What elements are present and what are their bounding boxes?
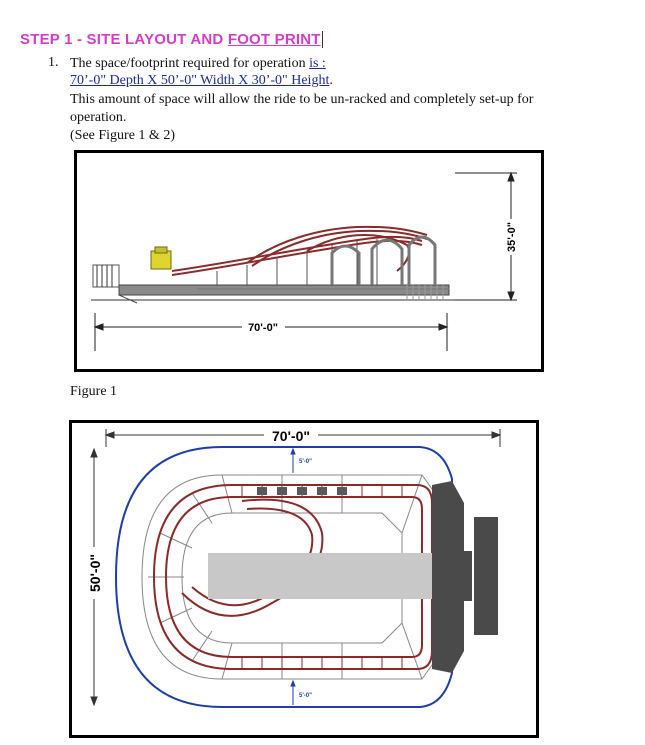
figure-1-side-elevation bbox=[77, 153, 541, 369]
figure-1-frame bbox=[74, 150, 544, 372]
dimensions-link[interactable]: 70’-0" Depth X 50’-0" Width X 30’-0" Height bbox=[70, 73, 330, 88]
requirement-line bbox=[70, 55, 326, 72]
requirement-text: The space/footprint required for operation bbox=[70, 56, 310, 71]
description-line-2: operation. bbox=[70, 110, 127, 125]
heading-prefix: STEP 1 - SITE LAYOUT AND bbox=[20, 31, 228, 48]
step-heading bbox=[20, 31, 323, 48]
figure-2-plan-view bbox=[72, 423, 536, 735]
description-line: This amount of space will allow the ride to be un-racked and completely set-up for bbox=[70, 92, 534, 107]
dimensions-line bbox=[70, 72, 333, 89]
see-figures-line: (See Figure 1 & 2) bbox=[70, 128, 175, 143]
dimensions-end: . bbox=[329, 73, 333, 88]
figure-1-caption: Figure 1 bbox=[70, 384, 118, 399]
heading-footprint: FOOT PRINT bbox=[227, 31, 321, 48]
figure-1-length-label: 70'-0" bbox=[248, 322, 278, 334]
entry-stairs bbox=[474, 517, 498, 635]
ride-car-icon bbox=[151, 251, 171, 269]
figure-2-frame bbox=[69, 420, 539, 738]
list-number: 1. bbox=[48, 55, 59, 70]
figure-2-clearance-top: 5'-0" bbox=[299, 459, 312, 465]
center-platform bbox=[208, 553, 444, 599]
figure-2-width-label: 50'-0" bbox=[87, 554, 103, 592]
requirement-link[interactable]: is : bbox=[309, 56, 326, 71]
figure-2-length-label: 70'-0" bbox=[272, 428, 310, 444]
figure-1-height-label: 35'-0" bbox=[506, 222, 518, 252]
figure-2-clearance-bottom: 5'-0" bbox=[299, 693, 312, 699]
